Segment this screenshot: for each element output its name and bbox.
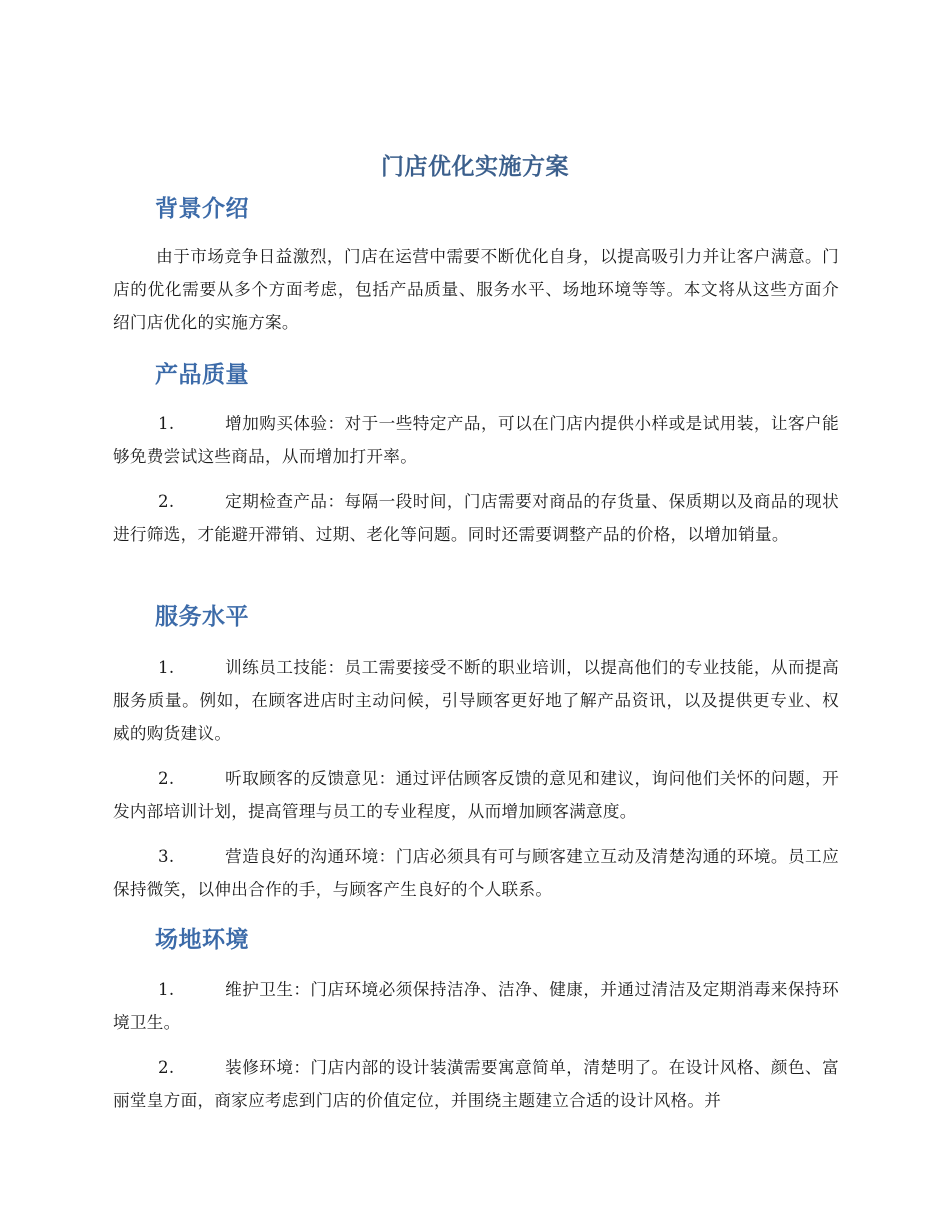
list-item	[113, 485, 839, 551]
list-item	[113, 407, 839, 473]
list-item	[113, 651, 839, 750]
list-item	[113, 973, 839, 1039]
list-item-number: 2.	[158, 769, 175, 788]
list-item-number: 3.	[158, 847, 175, 866]
list-item-text: 装修环境：门店内部的设计装潢需要寓意简单，清楚明了。在设计风格、颜色、富丽堂皇方面，商家应考虑到门店的价值定位，并围绕主题建立合适的设计风格。并	[113, 1058, 839, 1110]
list-item-text: 营造良好的沟通环境：门店必须具有可与顾客建立互动及清楚沟通的环境。员工应保持微笑，以伸出合作的手，与顾客产生良好的个人联系。	[113, 847, 839, 899]
document-title: 门店优化实施方案	[381, 154, 569, 180]
list-item-text: 增加购买体验：对于一些特定产品，可以在门店内提供小样或是试用装，让客户能够免费尝试这些商品，从而增加打开率。	[113, 414, 839, 466]
list-item	[113, 840, 839, 906]
list-item-number: 1.	[158, 980, 175, 999]
list-item-text: 训练员工技能：员工需要接受不断的职业培训，以提高他们的专业技能，从而提高服务质量。例如，在顾客进店时主动问候，引导顾客更好地了解产品资讯，以及提供更专业、权威的购货建议。	[113, 658, 839, 743]
list-item-number: 2.	[158, 1058, 175, 1077]
heading-service-level: 服务水平	[155, 604, 249, 630]
background-paragraph: 由于市场竞争日益激烈，门店在运营中需要不断优化自身，以提高吸引力并让客户满意。门店的优化需要从多个方面考虑，包括产品质量、服务水平、场地环境等等。本文将从这些方面介绍门店优化的实施方案。	[113, 247, 839, 332]
heading-product-quality: 产品质量	[155, 362, 249, 388]
list-item-number: 1.	[158, 658, 175, 677]
heading-background: 背景介绍	[155, 196, 249, 222]
list-item	[113, 1051, 839, 1117]
list-item	[113, 762, 839, 828]
list-item-text: 听取顾客的反馈意见：通过评估顾客反馈的意见和建议，询问他们关怀的问题，开发内部培训计划，提高管理与员工的专业程度，从而增加顾客满意度。	[113, 769, 839, 821]
list-item-text: 定期检查产品：每隔一段时间，门店需要对商品的存货量、保质期以及商品的现状进行筛选，才能避开滞销、过期、老化等问题。同时还需要调整产品的价格，以增加销量。	[113, 492, 839, 544]
heading-site-environment: 场地环境	[155, 927, 249, 953]
list-item-text: 维护卫生：门店环境必须保持洁净、洁净、健康，并通过清洁及定期消毒来保持环境卫生。	[113, 980, 839, 1032]
list-item-number: 1.	[158, 414, 175, 433]
list-item-number: 2.	[158, 492, 175, 511]
